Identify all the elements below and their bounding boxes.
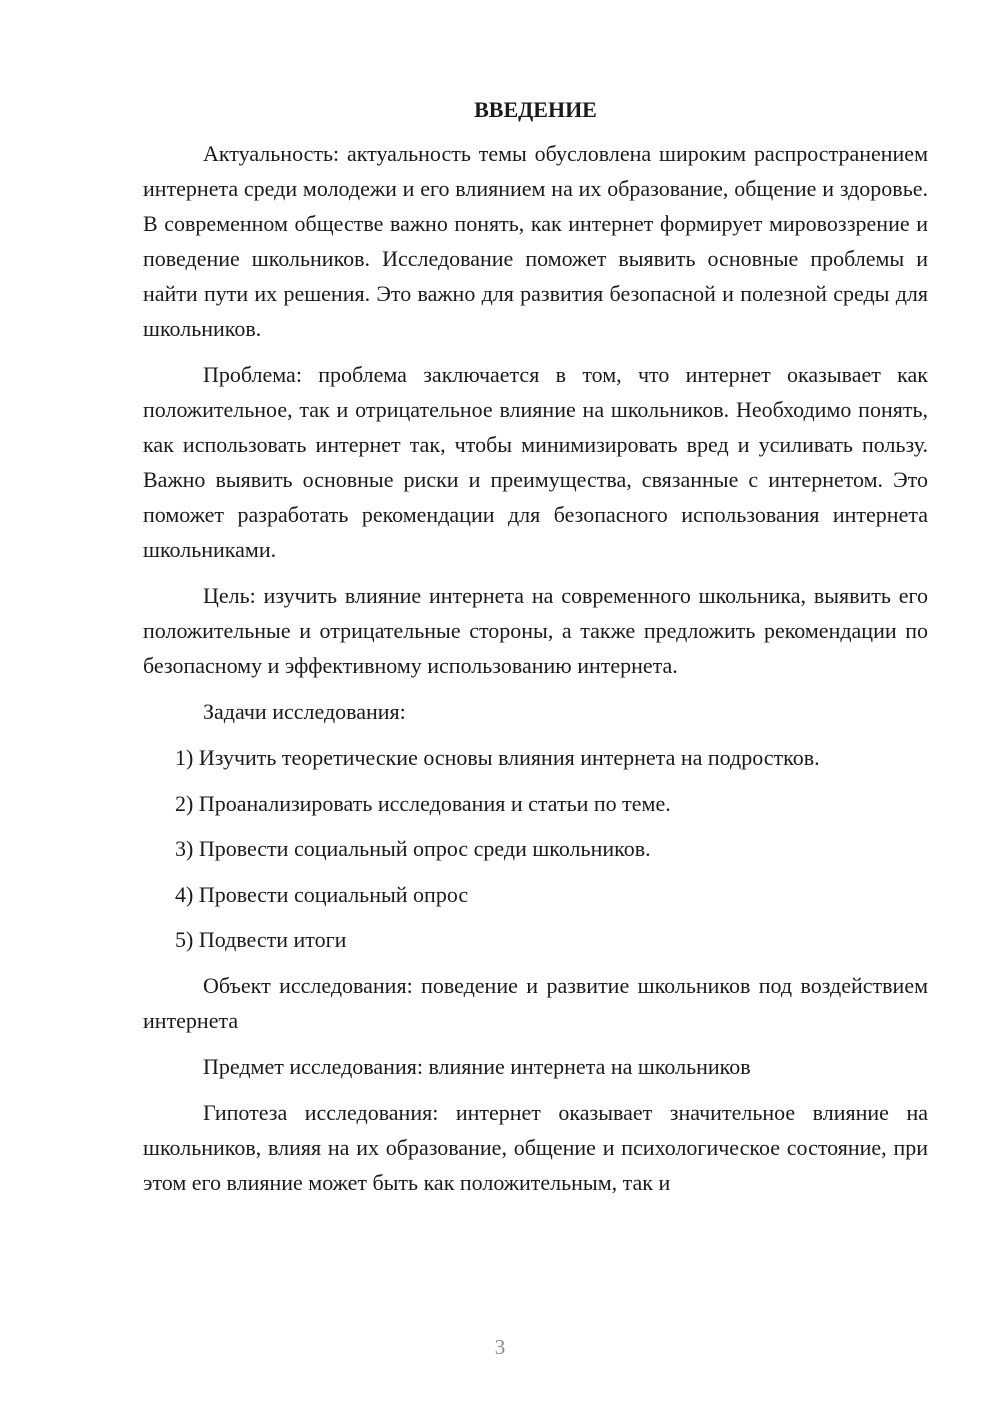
- problem-paragraph: Проблема: проблема заключается в том, что интернет оказывает как положительное, так и отрицательное влияние на школьников. Необходимо понять, как использовать интернет так, чтобы минимизировать вред и усиливать пользу. Важно выявить основные риски и преимущества, связанные с интернетом. Это поможет разработать рекомендации для безопасного использования интернета школьниками.: [143, 362, 928, 562]
- hypothesis-paragraph: Гипотеза исследования: интернет оказывает значительное влияние на школьников, влияя на их образование, общение и психологическое состояние, при этом его влияние может быть как положительным, так и: [143, 1099, 928, 1195]
- task-item: 3) Провести социальный опрос среди школьников.: [175, 836, 651, 861]
- task-item: 4) Провести социальный опрос: [175, 881, 469, 907]
- object-paragraph: Объект исследования: поведение и развитие школьников под воздействием интернета: [143, 972, 928, 1033]
- document-page: [143, 92, 928, 1211]
- subject-paragraph: Предмет исследования: влияние интернета на школьников: [203, 1053, 751, 1079]
- tasks-list: [143, 740, 928, 957]
- page-number: 3: [494, 1335, 506, 1359]
- tasks-label: Задачи исследования:: [203, 699, 406, 724]
- relevance-paragraph: Актуальность: актуальность темы обусловлена широким распространением интернета среди молодежи и его влиянием на их образование, общение и здоровье. В современном обществе важно понять, как интернет формирует мировоззрение и поведение школьников. Исследование поможет выявить основные проблемы и найти пути их решения. Это важно для развития безопасной и полезной среды для школьников.: [143, 141, 928, 341]
- task-item: 5) Подвести итоги: [175, 927, 347, 952]
- section-heading: ВВЕДЕНИЕ: [474, 97, 597, 122]
- task-item: 1) Изучить теоретические основы влияния интернета на подростков.: [175, 745, 820, 770]
- goal-paragraph: Цель: изучить влияние интернета на современного школьника, выявить его положительные и отрицательные стороны, а также предложить рекомендации по безопасному и эффективному использованию интернета.: [143, 583, 928, 678]
- task-item: 2) Проанализировать исследования и статьи по теме.: [175, 790, 671, 816]
